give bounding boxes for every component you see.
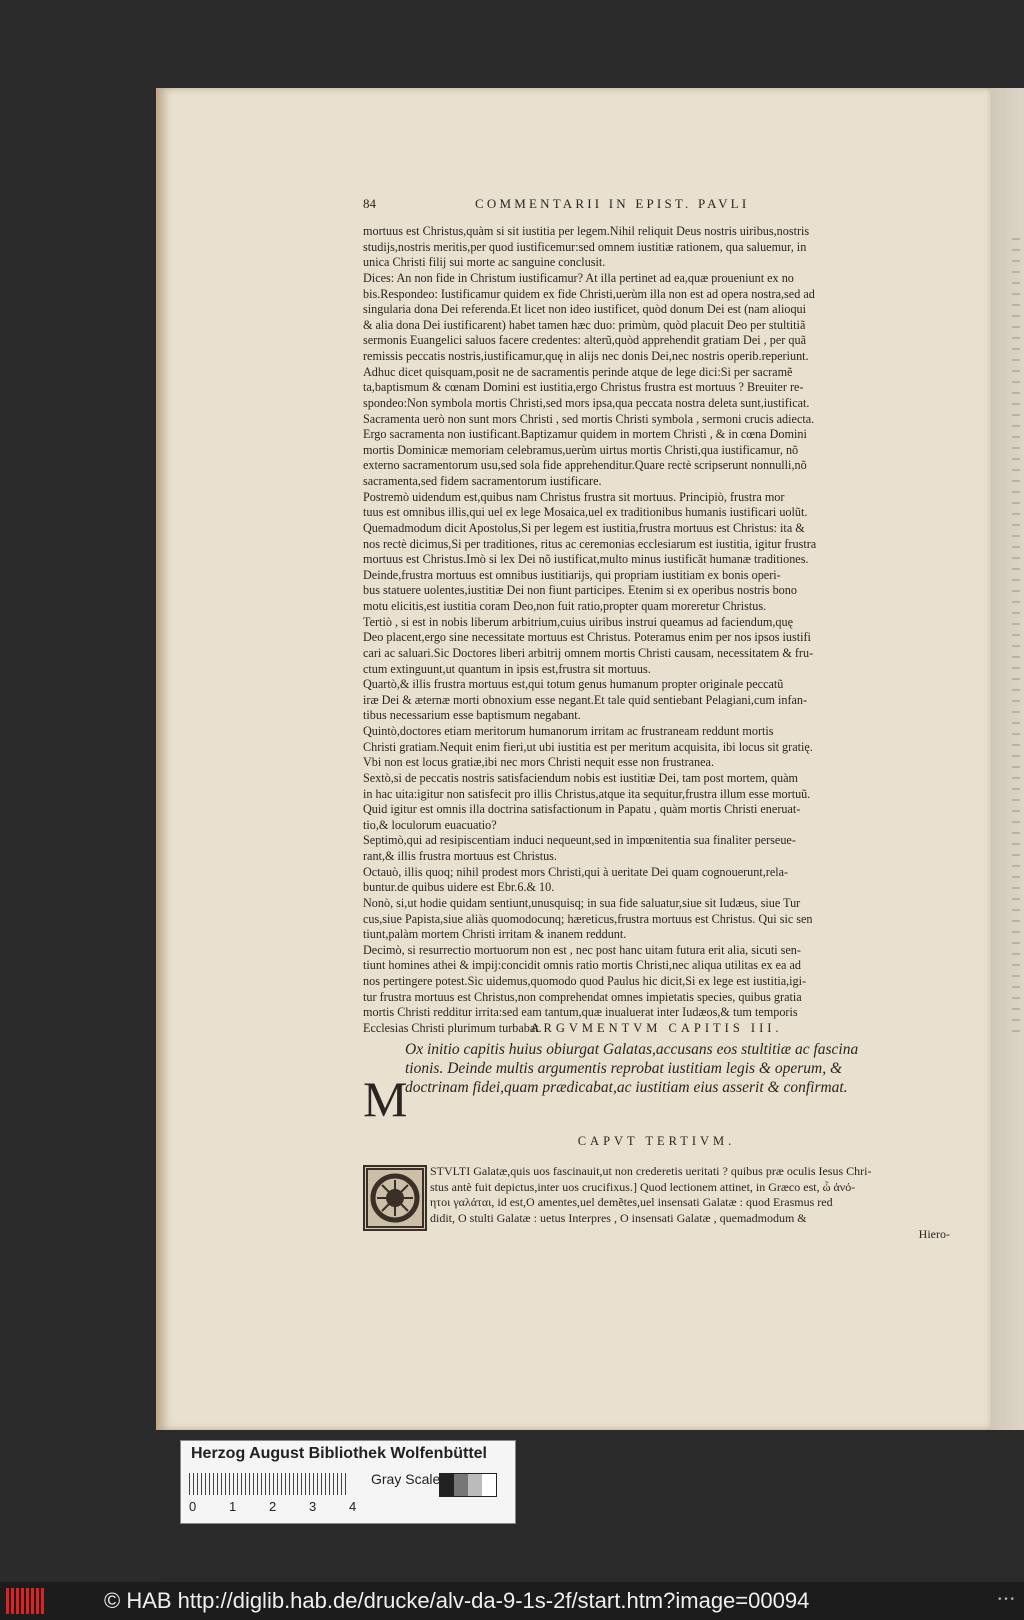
text-line: Decimò, si resurrectio mortuorum non est , nec post hanc uitam futura erit alia, sicuti sen-: [363, 942, 801, 957]
chapter-line: stus antè fuit depictus,inter uos crucifixus.] Quod lectionem attinet, in Græco est, ὦ ἀνό-: [430, 1179, 856, 1194]
text-line: sacramenta,sed fidem sacramentorum iustificare.: [363, 474, 602, 488]
text-line: Octauò, illis quoq; nihil prodest mors Christi,qui à ueritate Dei quam cognouerunt,rela-: [363, 864, 789, 879]
footer-dots: • • •: [997, 1594, 1014, 1605]
library-color-card: [180, 1440, 516, 1524]
text-line: remissis peccatis nostris,iustificamur,quę in alijs nec donis Dei,nec nostris operib.reperiunt.: [363, 349, 809, 363]
text-line: Ecclesias Christi plurimum turbabat.: [363, 1020, 542, 1035]
text-line: tur frustra mortuus est Christus,non comprehendat omnes impietatis species, quibus gratia: [363, 989, 802, 1004]
text-line: Tertiò , si est in nobis liberum arbitrium,cuius uiribus instrui queamus ad faciendum,quę: [363, 614, 794, 629]
text-line: unica Christi filij sui morte ac sanguine conclusit.: [363, 255, 606, 270]
argument-drop-capital: M: [363, 1071, 408, 1127]
gray-scale-label: Gray Scale: [371, 1471, 441, 1487]
running-head: [363, 196, 950, 214]
text-line: studijs,nostris meritis,per quod iustificemur:sed omnem iustitiæ rationem, qua saluemur, in: [363, 239, 807, 254]
text-line: Deinde,frustra mortuus est omnibus iustitiarijs, qui propriam iustitiam ex bonis operi-: [363, 567, 781, 582]
facing-page-text-fragments: [1012, 238, 1020, 1038]
chapter-heading-wrap: [363, 1134, 950, 1149]
argument-heading: ARGVMENTVM CAPITIS III.: [530, 1021, 783, 1035]
text-line: iræ Dei & æternæ morti obnoxium esse negant.Et tale quid sentiebant Pelagiani,cum infan-: [363, 692, 808, 707]
text-line: Deo placent,ergo sine necessitate mortuus est Christus. Poteramus enim per nos ipsos iustifi: [363, 630, 811, 645]
text-line: cari ac saluari.Sic Doctores liberi arbitrij omnem mortis Christi causam, necessitatem & fru-: [363, 645, 814, 660]
text-line: Adhuc dicet quisquam,posit ne de sacramentis perinde atque de lege dici:Si per sacramẽ: [363, 364, 793, 379]
ruler-number: 3: [309, 1499, 317, 1514]
text-line: Vbi non est locus gratiæ,ibi nec mors Christi nequit esse non frustranea.: [363, 755, 715, 770]
text-line: Postremò uidendum est,quibus nam Christus frustra sit mortuus. Principiò, frustra mor: [363, 489, 785, 504]
text-line: Quid igitur est omnis illa doctrina satisfactionum in Papatu , quàm mortis Christi eneruat-: [363, 802, 801, 817]
text-line: & alia dona Dei iustificarent) habet tamen hæc duo: primùm, quòd placuit Deo per stultitiã: [363, 317, 806, 332]
argument-line: Ox initio capitis huius obiurgat Galatas,accusans eos stultitiæ ac fascina: [405, 1041, 859, 1058]
argument-line: tionis. Deinde multis argumentis reprobat iustitiam legis & operum, &: [405, 1060, 843, 1077]
hab-logo-icon: [6, 1588, 44, 1614]
book-shadow-left: [0, 0, 160, 1580]
text-line: Septimò,qui ad resipiscentiam induci nequeunt,sed in impœnitentia sua finaliter perseue-: [363, 833, 796, 848]
text-line: tuus est omnibus illis,qui uel ex lege Mosaica,uel ex traditionibus humanis iustificari uolũt.: [363, 505, 808, 520]
ornament-flower-icon: [365, 1167, 425, 1229]
chapter-line: STVLTI Galatæ,quis uos fascinauit,ut non crederetis ueritati ? quibus præ oculis Iesus Chri-: [430, 1164, 872, 1178]
text-line: sermonis Euangelici saluos facere credentes: alterũ,quòd apprehendit gratiam Dei , per quã: [363, 333, 806, 348]
text-line: spondeo:Non symbola mortis Christi,sed mors ipsa,qua peccata nostra deleta sunt,iustificat.: [363, 395, 810, 410]
text-line: mortuus est Christus.Imò si lex Dei nõ iustificat,multo minus iustificãt humanæ traditiones.: [363, 552, 809, 567]
ruler-number: 0: [189, 1499, 197, 1514]
gray-swatch: [440, 1474, 454, 1496]
text-line: Christi gratiam.Nequit enim fieri,ut ubi iustitia est per meritum acquisita, ibi locus sit gratię.: [363, 739, 813, 754]
text-line: tiunt,palàm mortem Christi irritam & inanem reddunt.: [363, 927, 627, 942]
facing-page-edge: [990, 88, 1024, 1430]
text-line: nos pertingere potest.Sic uidemus,quomodo quod Paulus hic dicit,Si ex lege est iustitia,igi-: [363, 974, 807, 988]
text-line: Sacramenta uerò non sunt mors Christi , sed mortis Christi symbola , sermoni crucis adiecta.: [363, 411, 815, 426]
text-line: nos rectè dicimus,Si per traditiones, ritus ac ceremonias ecclesiarum est iustitia, igitur frustra: [363, 536, 817, 551]
text-line: bus statuere uolentes,iustitiæ Dei non fiunt participes. Etenim si ex operibus nostris bono: [363, 583, 797, 598]
text-line: cus,siue Papista,siue aliàs quomodocunq; hæreticus,frustra mortuus est Christus. Qui sic sen: [363, 911, 813, 926]
argument-line: doctrinam fidei,quam prædicabat,ac iustitiam eius asserit & confirmat.: [405, 1079, 848, 1096]
gray-swatch: [468, 1474, 482, 1496]
text-line: tiunt homines athei & impij:concidit omnis ratio mortis Christi,nec aliqua utilitas ex ea ad: [363, 958, 801, 973]
text-line: externo sacramentorum usu,sed sola fide apprehenditur.Quare rectè scripserunt nonnulli,nõ: [363, 458, 807, 473]
text-line: Quemadmodum dicit Apostolus,Si per legem est iustitia,frustra mortuus est Christus: ita &: [363, 520, 805, 535]
text-line: Quartò,& illis frustra mortuus est,qui totum genus humanum propter originale peccatũ: [363, 677, 784, 692]
chapter-line: ητοι γαλάται, id est,O amentes,uel demẽtes,uel insensati Galatæ : quod Erasmus red: [430, 1195, 833, 1210]
text-line: ta,baptismum & cœnam Domini est iustitia,ergo Christus frustra est mortuus ? Breuiter re-: [363, 380, 804, 395]
viewer-footer: [0, 1582, 1024, 1620]
text-line: ctum extinguunt,ut quantum in ipsis est,frustra sit mortuus.: [363, 661, 651, 676]
commentary-body: [363, 224, 950, 1037]
copyright-url[interactable]: © HAB http://diglib.hab.de/drucke/alv-da-9-1s-2f/start.htm?image=00094: [104, 1588, 810, 1613]
text-line: in hac uita:igitur non satisfecit pro illis Christus,atque ita sequitur,frustra illum esse mortuũ.: [363, 786, 811, 801]
gray-swatch: [454, 1474, 468, 1496]
ruler-number: 2: [269, 1499, 277, 1514]
gray-scale-swatches: [439, 1473, 497, 1497]
catchword: Hiero-: [918, 1227, 950, 1241]
text-line: mortuus est Christus,quàm si sit iustitia per legem.Nihil reliquit Deus nostris uiribus,nostris: [363, 224, 810, 238]
text-line: mortis Christi redditur irrita:sed eam tantum,quæ inualuerat inter Iudæos,& tum temporis: [363, 1005, 798, 1020]
text-line: Ergo sacramenta non iustificant.Baptizamur quidem in mortem Christi , & in cœna Domini: [363, 427, 807, 442]
ruler-number: 1: [229, 1499, 237, 1514]
page-number: 84: [363, 196, 376, 211]
text-line: Nonò, si,ut hodie quidam sentiunt,unusquisq; in sua fide saluatur,siue sit Iudæus, siue Tur: [363, 895, 801, 910]
text-line: tio,& loculorum euacuatio?: [363, 817, 497, 832]
text-line: tibus necessarium esse baptismum negabant.: [363, 708, 581, 723]
argument-section: [363, 1021, 950, 1036]
chapter-line: didit, O stulti Galatæ : uetus Interpres , O insensati Galatæ , quemadmodum &: [430, 1210, 807, 1225]
scale-ruler: [189, 1473, 349, 1495]
woodcut-initial-o: [363, 1165, 427, 1231]
text-line: mortis Dominicæ memoriam celebramus,uerùm uirtus mortis Christi,qua iustificamur, nõ: [363, 442, 799, 457]
argument-text: [405, 1040, 950, 1097]
running-title: COMMENTARII IN EPIST. PAVLI: [475, 196, 750, 211]
chapter-heading: CAPVT TERTIVM.: [577, 1134, 736, 1148]
chapter-text: [430, 1164, 950, 1226]
text-line: bis.Respondeo: Iustificamur quidem ex fide Christi,uerùm illa non est ad opera nostra,sed ad: [363, 286, 815, 301]
text-line: Dices: An non fide in Christum iustificamur? At illa pertinet ad ea,quæ proueniunt ex no: [363, 270, 794, 285]
gray-swatch: [482, 1474, 496, 1496]
text-line: Quintò,doctores etiam meritorum humanorum irritam ac frustraneam reddunt mortis: [363, 724, 774, 738]
text-line: Sextò,si de peccatis nostris satisfaciendum nobis est iustitiæ Dei, tam post mortem, quàm: [363, 770, 798, 785]
library-name: Herzog August Bibliothek Wolfenbüttel: [191, 1445, 487, 1462]
text-line: rant,& illis frustra mortuus est Christus.: [363, 849, 557, 863]
text-line: motu elicitis,est iustitia coram Deo,non fuit ratio,propter quam moreretur Christus.: [363, 599, 767, 613]
text-line: buntur.de quibus uidere est Ebr.6.& 10.: [363, 880, 555, 895]
text-line: singularia dona Dei referenda.Et licet non ideo iustificet, quòd donum Dei est (nam alioqui: [363, 302, 807, 317]
ruler-number: 4: [349, 1499, 357, 1514]
